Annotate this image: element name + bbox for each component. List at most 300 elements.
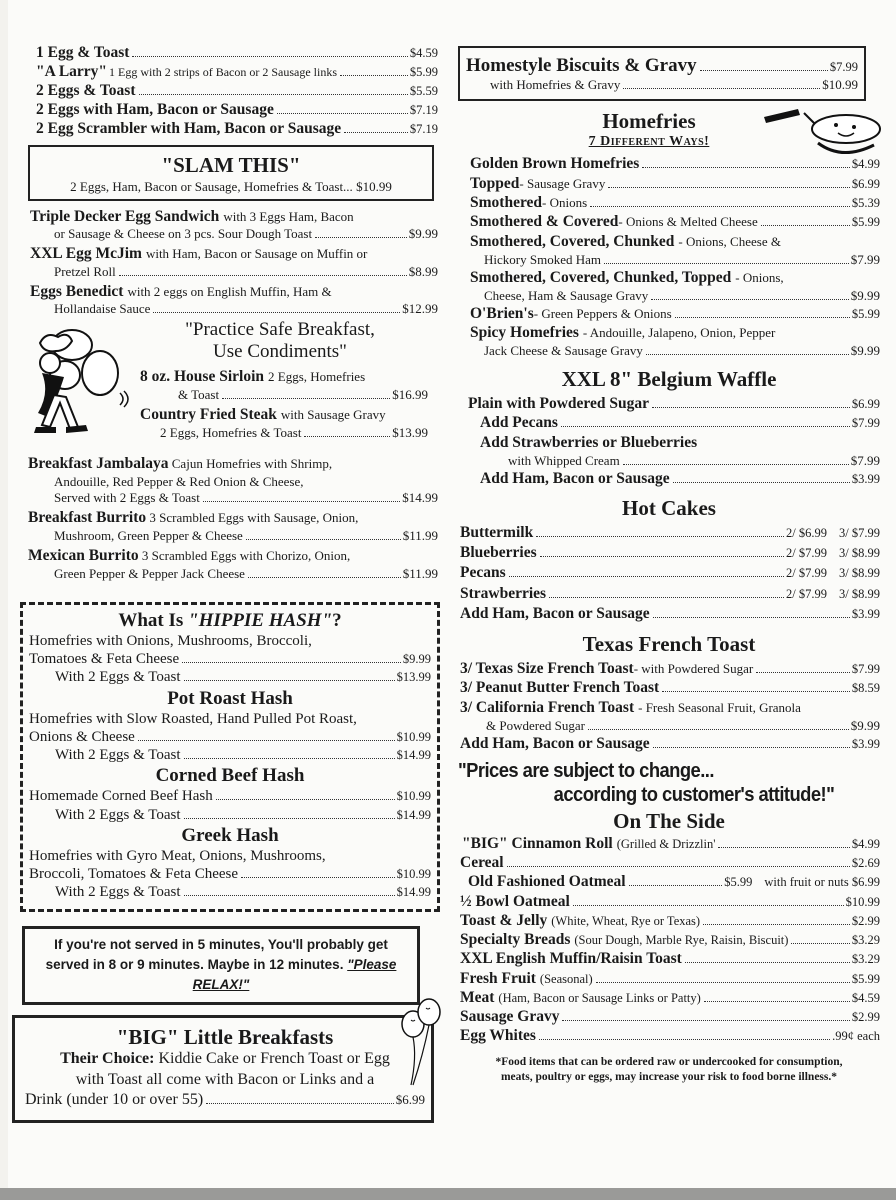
biscuits-sub-price: $10.99	[822, 77, 858, 93]
menu-item	[468, 469, 880, 488]
hash-title-text: Pot Roast Hash	[167, 687, 293, 709]
service-notice-box	[22, 926, 420, 1005]
hash-desc-line	[29, 847, 431, 865]
slam-desc: 2 Eggs, Ham, Bacon or Sausage, Homefries & Toast...	[70, 178, 353, 194]
item-price: $7.19	[409, 102, 438, 117]
waffle-list	[458, 394, 880, 488]
price-three: 3/ $7.99	[839, 526, 880, 541]
item-price: $6.99	[851, 397, 880, 412]
price-quote	[458, 759, 846, 807]
item-desc: Green Pepper & Pepper Jack Cheese	[54, 565, 245, 581]
item-price-row	[140, 387, 428, 403]
item-desc: (Grilled & Drizzlin'	[616, 837, 716, 851]
leader-dots	[573, 905, 844, 906]
egg-items-list	[20, 44, 440, 139]
leader-dots	[791, 943, 849, 944]
hash-desc-line	[29, 650, 431, 668]
item-desc-2: Hollandaise Sauce	[54, 301, 151, 317]
item-price: $3.99	[851, 606, 880, 621]
item-desc: - Onions	[542, 194, 588, 210]
item-desc: - Onions & Melted Cheese	[618, 214, 758, 230]
slam-title: "SLAM THIS"	[161, 152, 301, 177]
hash-price: $10.99	[396, 789, 431, 804]
item-price: $9.99	[850, 343, 880, 359]
little-price-row	[25, 1090, 425, 1110]
item-desc: - Onions,	[735, 269, 784, 285]
steak-list	[140, 367, 428, 442]
item-name: Add Ham, Bacon or Sausage	[480, 469, 670, 487]
side-item	[460, 892, 880, 911]
leader-dots	[216, 799, 395, 800]
skillet-potato-illustration	[758, 103, 888, 159]
item-name: Breakfast Jambalaya	[28, 455, 169, 473]
item-price: $12.99	[402, 301, 438, 317]
notice-relax: "Please RELAX!"	[192, 957, 397, 993]
item-name: Toast & Jelly	[460, 911, 548, 929]
with-eggs-price: $13.99	[396, 670, 431, 685]
item-line	[30, 282, 438, 302]
hash-price: $10.99	[396, 729, 431, 744]
little-breakfasts-title: "BIG" Little Breakfasts	[116, 1024, 334, 1049]
hash-desc-line	[29, 728, 431, 746]
item-price: $7.99	[850, 452, 880, 468]
item-desc: - Sausage Gravy	[519, 175, 606, 191]
leader-dots	[119, 275, 407, 276]
item-price: $7.99	[851, 416, 880, 431]
table-edge	[0, 1188, 896, 1200]
item-name: ½ Bowl Oatmeal	[460, 892, 570, 910]
item-desc: (White, Wheat, Rye or Texas)	[551, 913, 701, 928]
item-extra: with fruit or nuts $6.99	[764, 875, 880, 890]
menu-item	[140, 405, 428, 441]
biscuits-sub: with Homefries & Gravy	[490, 77, 621, 93]
price-two: 2/ $7.99	[786, 566, 828, 581]
item-price-row	[30, 301, 438, 317]
leader-dots	[629, 885, 723, 886]
item-line	[30, 207, 438, 227]
item-name: 3/ California French Toast	[460, 698, 635, 716]
item-price: $3.99	[851, 471, 880, 486]
side-item	[460, 853, 880, 872]
on-the-side-title: On The Side	[613, 809, 725, 833]
biscuits-sub-row	[466, 77, 858, 93]
item-desc-2: Cheese, Ham & Sausage Gravy	[484, 287, 649, 303]
item-price: $5.59	[409, 83, 438, 98]
item-price-row	[468, 453, 880, 469]
leader-dots	[673, 482, 850, 483]
menu-item	[470, 323, 880, 359]
right-column	[458, 46, 880, 1085]
item-price: .99¢ each	[832, 1029, 880, 1044]
item-desc-2: with Whipped Cream	[508, 452, 620, 468]
quote-line-1: "Prices are subject to change...	[458, 760, 714, 782]
item-price: $3.29	[851, 933, 880, 948]
leader-dots	[509, 576, 784, 577]
item-name: 2 Eggs with Ham, Bacon or Sausage	[36, 100, 274, 118]
leader-dots	[315, 237, 407, 238]
leader-dots	[138, 740, 395, 741]
item-price: $5.99	[409, 64, 438, 79]
side-item	[460, 1026, 880, 1045]
item-name: Pecans	[460, 564, 506, 582]
item-line	[28, 566, 438, 582]
their-choice-label: Their Choice:	[60, 1049, 155, 1067]
item-price-row	[460, 718, 880, 734]
item-price-row	[470, 252, 880, 268]
item-name: Mexican Burrito	[28, 546, 139, 564]
menu-item	[470, 174, 880, 193]
item-name: 2 Eggs & Toast	[36, 81, 136, 99]
item-name: 2 Egg Scrambler with Ham, Bacon or Sausage	[36, 119, 342, 137]
menu-item	[30, 207, 438, 243]
leader-dots	[675, 317, 850, 318]
hash-desc: Tomatoes & Feta Cheese	[29, 651, 180, 668]
homefries-list	[458, 154, 880, 359]
leader-dots	[540, 556, 784, 557]
leader-dots	[653, 747, 850, 748]
leader-dots	[184, 680, 395, 681]
leader-dots	[248, 577, 401, 578]
item-desc-2: Hickory Smoked Ham	[484, 251, 601, 267]
hotcake-item	[460, 584, 880, 604]
item-line	[140, 367, 428, 387]
item-line	[470, 304, 880, 323]
menu-item	[28, 509, 438, 544]
item-desc: - Onions, Cheese &	[678, 233, 781, 249]
leader-dots	[222, 398, 390, 399]
with-eggs-price: $14.99	[396, 748, 431, 763]
leader-dots	[182, 662, 401, 663]
menu-item	[470, 304, 880, 323]
item-desc-2: Jack Cheese & Sausage Gravy	[484, 343, 643, 359]
leader-dots	[703, 924, 850, 925]
item-price: $2.99	[851, 1009, 880, 1024]
biscuits-name: Homestyle Biscuits & Gravy	[466, 55, 697, 76]
leader-dots	[304, 436, 390, 437]
notice-line-2	[31, 955, 411, 996]
menu-item	[36, 120, 438, 139]
leader-dots	[588, 729, 849, 730]
leader-dots	[241, 877, 395, 878]
little-line-3: Drink (under 10 or over 55)	[25, 1091, 204, 1109]
leader-dots	[651, 299, 848, 300]
side-item	[460, 1007, 880, 1026]
menu-item	[468, 394, 880, 413]
hash-title	[29, 826, 431, 847]
item-desc: Cajun Homefries with Shrimp,	[171, 456, 333, 472]
leader-dots	[561, 426, 850, 427]
leader-dots	[184, 758, 395, 759]
item-price: $10.99	[845, 894, 880, 909]
item-desc: with Sausage Gravy	[280, 406, 386, 422]
notice-line-2-text: served in 8 or 9 minutes. Maybe in 12 minutes.	[45, 957, 348, 973]
left-column	[20, 44, 440, 1123]
item-name: Eggs Benedict	[30, 282, 124, 300]
item-price: $8.99	[408, 263, 438, 279]
item-desc: with 2 eggs on English Muffin, Ham &	[127, 283, 332, 299]
steak-section	[20, 319, 440, 455]
little-breakfasts-box	[12, 1015, 434, 1123]
item-name: Fresh Fruit	[460, 969, 536, 987]
item-price: $7.19	[409, 121, 438, 136]
item-line	[470, 212, 880, 231]
leader-dots	[596, 982, 850, 983]
item-desc: 3 Scrambled Eggs with Chorizo, Onion,	[141, 547, 351, 563]
item-name: Buttermilk	[460, 524, 534, 542]
item-line	[28, 455, 438, 474]
item-desc: - with Powdered Sugar	[633, 660, 754, 676]
item-price: $11.99	[402, 527, 438, 543]
menu-item-name-line	[468, 433, 880, 453]
french-toast-list	[458, 659, 880, 753]
leader-dots	[507, 866, 850, 867]
item-name: 3/ Texas Size French Toast	[460, 659, 634, 677]
menu-item	[470, 193, 880, 212]
leader-dots	[623, 464, 849, 465]
leader-dots	[604, 263, 849, 264]
leader-dots	[344, 132, 408, 133]
item-price: $2.69	[851, 856, 880, 871]
leader-dots	[718, 847, 849, 848]
disclaimer-line-2: meats, poultry or eggs, may increase your risk to food borne illness.*	[500, 1071, 838, 1084]
menu-item	[30, 244, 438, 280]
notice-line-1: If you're not served in 5 minutes, You'll probably get	[54, 936, 388, 952]
leader-dots	[704, 1001, 850, 1002]
leader-dots	[685, 962, 850, 963]
item-line	[470, 268, 880, 288]
leader-dots	[139, 94, 408, 95]
side-item	[460, 969, 880, 988]
item-line	[28, 509, 438, 528]
item-desc-2: 2 Eggs, Homefries & Toast	[160, 424, 302, 440]
hash-with-eggs	[29, 883, 431, 901]
hash-with-eggs	[29, 746, 431, 764]
item-price: $6.99	[851, 176, 880, 191]
chef-juggling-eggs-illustration	[20, 323, 132, 445]
leader-dots	[184, 895, 395, 896]
item-name: XXL English Muffin/Raisin Toast	[460, 950, 682, 968]
hash-desc: Broccoli, Tomatoes & Feta Cheese	[29, 866, 239, 883]
biscuits-price: $7.99	[829, 60, 858, 74]
side-item	[460, 834, 880, 853]
item-desc: 1 Egg with 2 strips of Bacon or 2 Sausage links	[109, 64, 338, 79]
specials-list	[20, 455, 440, 582]
disclaimer	[458, 1055, 880, 1085]
balloons-illustration	[391, 996, 447, 1088]
menu-item	[30, 282, 438, 318]
item-price: $4.99	[851, 837, 880, 851]
side-item	[460, 872, 880, 891]
leader-dots	[642, 167, 850, 168]
item-line	[28, 474, 438, 490]
item-price: $16.99	[392, 386, 428, 402]
item-name: "BIG" Cinnamon Roll	[462, 835, 613, 852]
side-item	[460, 930, 880, 949]
with-eggs-label: With 2 Eggs & Toast	[55, 884, 181, 901]
item-price: $13.99	[392, 424, 428, 440]
sandwich-list	[20, 207, 440, 318]
leader-dots	[562, 1020, 849, 1021]
item-price: $9.99	[850, 287, 880, 303]
menu-item	[470, 232, 880, 268]
menu-item	[470, 212, 880, 231]
item-name: "A Larry"	[36, 62, 108, 80]
price-three: 3/ $8.99	[839, 566, 880, 581]
with-eggs-price: $14.99	[396, 807, 431, 822]
item-name: Specialty Breads	[460, 931, 571, 949]
item-name: Add Ham, Bacon or Sausage	[460, 604, 650, 622]
hotcake-item	[460, 563, 880, 583]
with-eggs-label: With 2 Eggs & Toast	[55, 669, 181, 686]
item-line	[470, 323, 880, 343]
item-line	[140, 405, 428, 425]
item-desc: 3 Scrambled Eggs with Sausage, Onion,	[149, 510, 359, 526]
side-item	[460, 949, 880, 968]
biscuits-box	[458, 46, 866, 101]
homefries-subtitle: 7 Different Ways!	[588, 134, 710, 150]
leader-dots	[539, 1039, 830, 1040]
item-desc: - Green Peppers & Onions	[533, 305, 672, 321]
menu-item	[36, 101, 438, 120]
quote-line-2: according to customer's attitude!"	[553, 784, 835, 806]
item-name: Sausage Gravy	[460, 1007, 560, 1025]
item-desc: (Sour Dough, Marble Rye, Raisin, Biscuit)	[574, 933, 789, 948]
waffle-title: XXL 8" Belgium Waffle	[561, 367, 777, 392]
item-desc-2: & Toast	[178, 386, 220, 402]
leader-dots	[662, 691, 850, 692]
item-price: $3.99	[851, 736, 880, 751]
hotcake-add-item	[460, 604, 880, 624]
hash-title-text: Greek Hash	[181, 824, 279, 846]
item-name: Strawberries	[460, 584, 547, 602]
hash-desc-line	[29, 710, 431, 728]
hash-title-text: Corned Beef Hash	[155, 765, 305, 787]
item-price: $8.59	[851, 681, 880, 696]
price-two: 2/ $7.99	[786, 546, 828, 561]
item-line	[470, 193, 880, 212]
item-price: $11.99	[402, 565, 438, 581]
item-name: Breakfast Burrito	[28, 509, 147, 527]
item-price-row	[140, 425, 428, 441]
item-price: $9.99	[408, 226, 438, 242]
item-line	[470, 174, 880, 193]
item-price: $5.39	[851, 195, 880, 210]
item-price: $5.99	[851, 215, 880, 230]
item-price-row	[470, 343, 880, 359]
item-price: $4.99	[851, 157, 880, 172]
hash-desc-line	[29, 632, 431, 650]
hash-price: $9.99	[402, 652, 431, 667]
price-two: 2/ $7.99	[786, 586, 828, 601]
with-eggs-label: With 2 Eggs & Toast	[55, 806, 181, 823]
hash-desc: Onions & Cheese	[29, 728, 135, 745]
leader-dots	[203, 501, 400, 502]
slam-this-box	[28, 145, 434, 201]
item-name: Add Ham, Bacon or Sausage	[460, 734, 650, 752]
hotcakes-list	[458, 523, 880, 624]
item-line	[28, 490, 438, 506]
disclaimer-line-1: *Food items that can be ordered raw or undercooked for consumption,	[495, 1056, 843, 1069]
leader-dots	[652, 407, 850, 408]
price-two: 2/ $6.99	[786, 526, 828, 541]
little-breakfasts-desc	[25, 1049, 425, 1091]
item-price: $2.99	[851, 913, 880, 928]
item-price: $7.99	[851, 661, 880, 676]
leader-dots	[646, 354, 849, 355]
item-line	[28, 528, 438, 544]
leader-dots	[132, 56, 407, 57]
leader-dots	[590, 206, 850, 207]
item-price: $3.29	[851, 952, 880, 967]
menu-item	[460, 659, 880, 678]
hash-desc: Homefries with Gyro Meat, Onions, Mushrooms,	[29, 847, 326, 864]
item-name: Meat	[460, 988, 495, 1006]
menu-item	[28, 547, 438, 582]
hash-title-text: What Is	[118, 609, 189, 631]
item-name: Blueberries	[460, 544, 537, 562]
item-name: Cereal	[460, 854, 504, 872]
leader-dots	[340, 75, 408, 76]
leader-dots	[277, 113, 408, 114]
menu-item	[460, 734, 880, 753]
menu-item	[468, 413, 880, 432]
with-eggs-label: With 2 Eggs & Toast	[55, 747, 181, 764]
item-desc: - Andouille, Jalapeno, Onion, Pepper	[582, 325, 776, 341]
hotcakes-title: Hot Cakes	[622, 496, 716, 521]
hotcake-item	[460, 543, 880, 563]
menu-item	[36, 44, 438, 63]
price-three: 3/ $8.99	[839, 586, 880, 601]
little-price: $6.99	[395, 1092, 425, 1108]
item-desc-2: or Sausage & Cheese on 3 pcs. Sour Dough Toast	[54, 226, 313, 242]
item-price: $4.59	[409, 46, 438, 60]
item-line	[30, 244, 438, 264]
item-desc: with 3 Eggs Ham, Bacon	[223, 208, 354, 224]
item-desc-2: & Powdered Sugar	[486, 717, 585, 733]
item-price: $9.99	[850, 717, 880, 733]
slogan-line-2: Use Condiments"	[213, 341, 347, 363]
item-name: Old Fashioned Oatmeal	[468, 873, 626, 891]
item-name: 8 oz. House Sirloin	[140, 368, 265, 386]
item-name: Egg Whites	[460, 1027, 536, 1045]
item-name: Add Strawberries or Blueberries	[480, 433, 698, 451]
leader-dots	[608, 187, 850, 188]
item-name: Smothered & Covered	[470, 213, 619, 231]
menu-item	[470, 268, 880, 304]
hash-box	[20, 602, 440, 912]
hash-price: $10.99	[396, 867, 431, 882]
hash-title	[29, 689, 431, 710]
leader-dots	[246, 539, 401, 540]
hash-title	[29, 766, 431, 787]
item-name: Smothered, Covered, Chunked, Topped	[470, 268, 732, 286]
leader-dots	[536, 536, 784, 537]
item-name: 3/ Peanut Butter French Toast	[460, 679, 660, 697]
leader-dots	[184, 818, 395, 819]
slogan	[170, 319, 390, 363]
item-name: Topped	[470, 174, 520, 192]
leader-dots	[756, 672, 850, 673]
price-three: 3/ $8.99	[839, 546, 880, 561]
item-name: O'Brien's	[470, 304, 534, 322]
item-desc: (Ham, Bacon or Sausage Links or Patty)	[498, 990, 701, 1005]
item-line	[470, 232, 880, 252]
item-price-row	[470, 288, 880, 304]
biscuits-row	[466, 54, 858, 77]
item-desc: with Ham, Bacon or Sausage on Muffin or	[145, 246, 368, 262]
hash-desc: Homefries with Onions, Mushrooms, Broccoli,	[29, 632, 312, 649]
hash-title-suffix: ?	[332, 609, 342, 631]
